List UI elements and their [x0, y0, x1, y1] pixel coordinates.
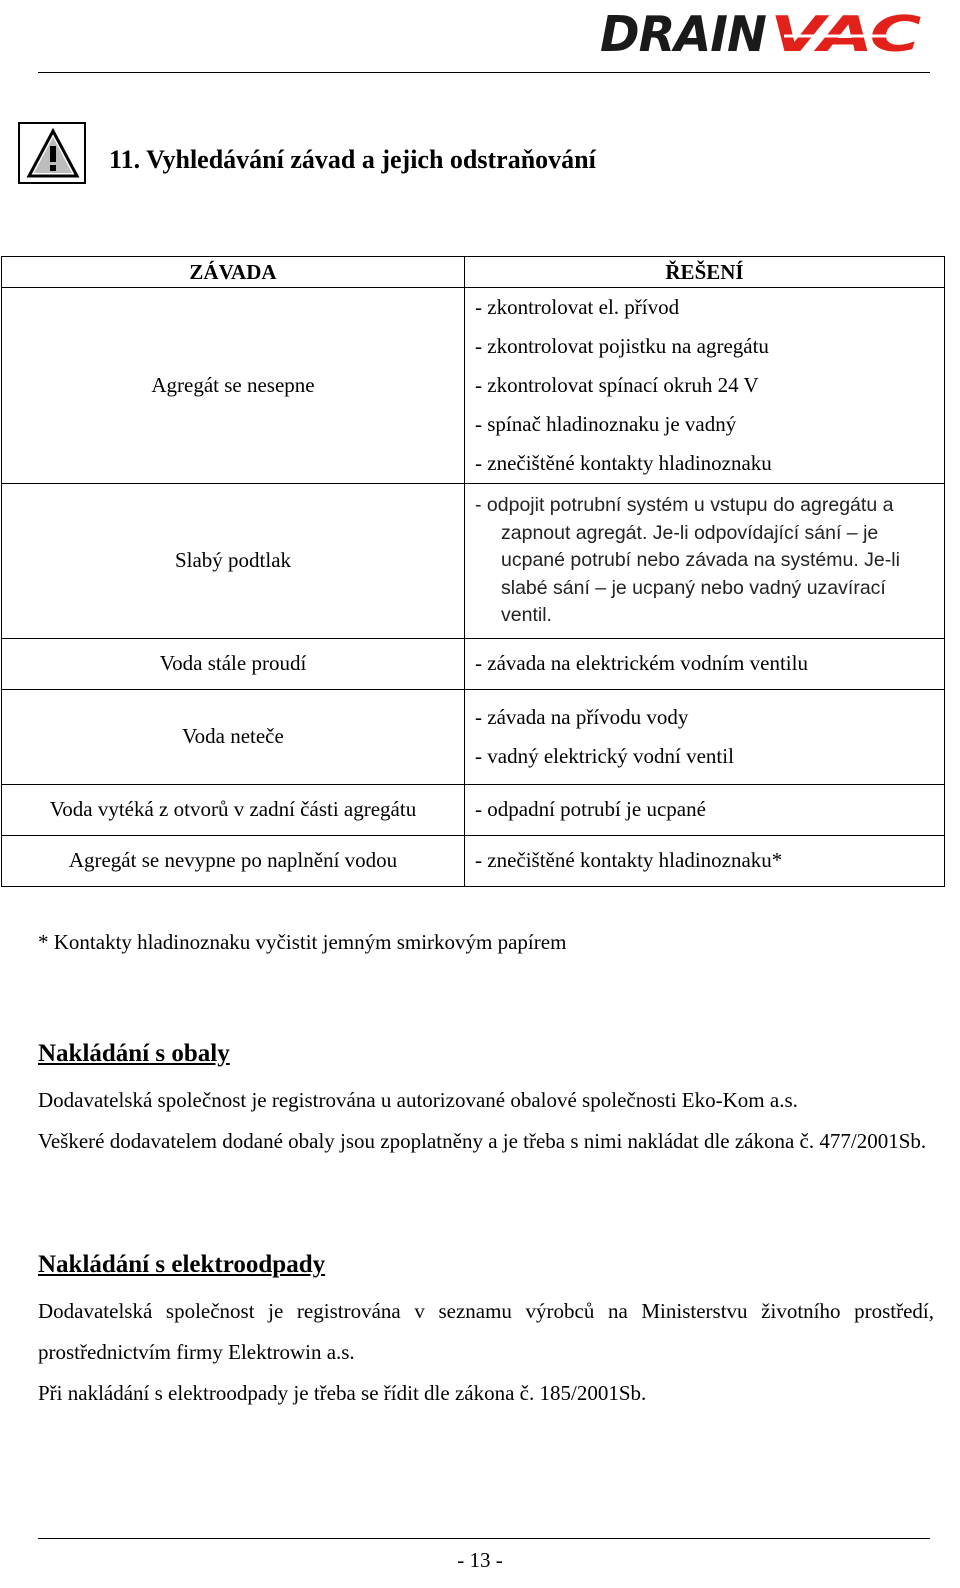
solution-line: - závada na přívodu vody — [475, 704, 689, 729]
solution-cell — [465, 689, 945, 784]
page-number: - 13 - — [457, 1548, 503, 1572]
solution-cell — [465, 835, 945, 886]
solution-cell — [465, 484, 945, 639]
solution-cell — [465, 288, 945, 484]
fault-cell: Voda stále proudí — [2, 638, 465, 689]
solution-line: - vadný elektrický vodní ventil — [475, 743, 734, 768]
solution-line: - závada na elektrickém vodním ventilu — [475, 651, 808, 675]
packaging-paragraph-2: Veškeré dodavatelem dodané obaly jsou zpoplatněny a je třeba s nimi nakládat dle zákona č. 477/2001Sb. — [38, 1129, 927, 1153]
ewaste-heading: Nakládání s elektroodpady — [38, 1251, 326, 1278]
table-row — [2, 784, 945, 835]
packaging-heading: Nakládání s obaly — [38, 1040, 230, 1067]
table-row — [2, 835, 945, 886]
svg-text:DRAIN: DRAIN — [600, 6, 766, 60]
table-row — [2, 484, 945, 639]
fault-cell: Voda vytéká z otvorů v zadní části agregátu — [2, 784, 465, 835]
solution-line: - odpadní potrubí je ucpané — [475, 797, 706, 821]
table-row — [2, 638, 945, 689]
solution-cell — [465, 638, 945, 689]
drainvac-logo — [600, 4, 930, 60]
table-footnote: * Kontakty hladinoznaku vyčistit jemným smirkovým papírem — [38, 930, 567, 954]
solution-line: - zkontrolovat el. přívod — [475, 295, 680, 319]
solution-header: ŘEŠENÍ — [465, 257, 945, 288]
solution-cell — [465, 784, 945, 835]
table-row — [2, 288, 945, 484]
fault-header: ZÁVADA — [2, 257, 465, 288]
footer-rule — [38, 1538, 930, 1539]
solution-line: - zkontrolovat spínací okruh 24 V — [475, 373, 759, 397]
section-title: 11. Vyhledávání závad a jejich odstraňování — [109, 145, 596, 174]
solution-paragraph: - odpojit potrubní systém u vstupu do agregátu a zapnout agregát. Je-li odpovídající sání – je ucpané potrubí nebo závada na systému. Je-li slabé sání – je ucpaný nebo vadný uzavírací ventil. — [475, 494, 900, 626]
packaging-paragraph-1: Dodavatelská společnost je registrována u autorizované obalové společnosti Eko-Kom a.s. — [38, 1088, 798, 1112]
fault-cell: Slabý podtlak — [2, 484, 465, 639]
ewaste-text — [38, 1291, 934, 1414]
solution-line: - spínač hladinoznaku je vadný — [475, 412, 737, 436]
fault-cell: Voda neteče — [2, 689, 465, 784]
packaging-text — [38, 1080, 934, 1162]
ewaste-paragraph-2: Při nakládání s elektroodpady je třeba se řídit dle zákona č. 185/2001Sb. — [38, 1381, 647, 1405]
fault-cell: Agregát se nevypne po naplnění vodou — [2, 835, 465, 886]
ewaste-paragraph-1: Dodavatelská společnost je registrována v seznamu výrobců na Ministerstvu životního prostředí, prostřednictvím firmy Elektrowin a.s. — [38, 1299, 934, 1364]
table-row — [2, 689, 945, 784]
table-header-row — [2, 257, 945, 288]
svg-text:VAC: VAC — [770, 6, 922, 60]
warning-triangle-icon — [18, 122, 86, 184]
troubleshooting-table — [1, 256, 945, 887]
solution-line: - zkontrolovat pojistku na agregátu — [475, 334, 769, 358]
solution-line: - znečištěné kontakty hladinoznaku — [475, 451, 772, 475]
solution-line: - znečištěné kontakty hladinoznaku* — [475, 848, 783, 872]
fault-cell: Agregát se nesepne — [2, 288, 465, 484]
header-rule — [38, 72, 930, 73]
